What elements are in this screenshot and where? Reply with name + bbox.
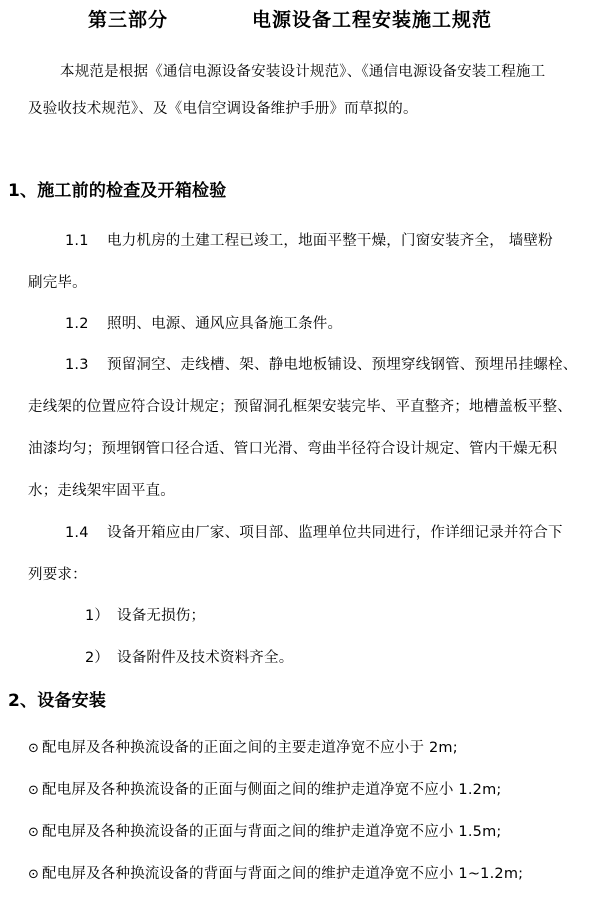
bullet-text: 配电屏及各种换流设备的背面与背面之间的维护走道净宽不应小 1~1.2m; (42, 866, 524, 882)
bullet-item-4 (28, 864, 523, 885)
subitem-text: 设备无损伤； (117, 608, 206, 624)
subitem-text: 设备附件及技术资料齐全。 (117, 650, 294, 666)
circle-bullet-icon: ⊙ (28, 867, 40, 882)
circle-bullet-icon: ⊙ (28, 741, 40, 756)
item-1-3-line-3: 油漆均匀；预埋钢管口径合适、管口光滑、弯曲半径符合设计规定、管内干燥无积 (28, 441, 558, 457)
intro-line-2: 及验收技术规范》、及《电信空调设备维护手册》而草拟的。 (28, 101, 418, 117)
item-1-3-line-4: 水；走线架牢固平直。 (28, 483, 175, 499)
item-1-3-line-2: 走线架的位置应符合设计规定；预留洞孔框架安装完毕、平直整齐；地槽盖板平整、 (28, 399, 572, 415)
bullet-item-2 (28, 780, 501, 801)
item-text: 照明、电源、通风应具备施工条件。 (107, 316, 343, 332)
section-1-heading: 1、施工前的检查及开箱检验 (8, 181, 227, 201)
circle-bullet-icon: ⊙ (28, 783, 40, 798)
item-number: 1.3 (65, 357, 89, 373)
page-title: 电源设备工程安装施工规范 (252, 9, 493, 31)
item-1-1-line-1 (65, 231, 553, 251)
section-2-heading: 2、设备安装 (8, 691, 107, 711)
item-1-4-line-1 (65, 523, 563, 543)
bullet-text: 配电屏及各种换流设备的正面与背面之间的维护走道净宽不应小 1.5m; (42, 824, 502, 840)
subitem-1 (85, 606, 205, 626)
bullet-text: 配电屏及各种换流设备的正面之间的主要走道净宽不应小于 2m; (42, 740, 458, 756)
item-number: 1.1 (65, 233, 89, 249)
subitem-number: 2） (85, 650, 110, 666)
item-1-3-line-1 (65, 355, 577, 375)
item-number: 1.4 (65, 525, 89, 541)
item-1-1-line-2: 刷完毕。 (28, 275, 87, 291)
item-number: 1.2 (65, 316, 89, 332)
bullet-item-1 (28, 738, 458, 759)
intro-line-1: 本规范是根据《通信电源设备安装设计规范》、《通信电源设备安装工程施工 (60, 64, 546, 80)
bullet-item-3 (28, 822, 501, 843)
circle-bullet-icon: ⊙ (28, 825, 40, 840)
subitem-number: 1） (85, 608, 110, 624)
item-1-2-line-1 (65, 314, 342, 334)
part-label: 第三部分 (88, 9, 169, 31)
item-1-4-line-2: 列要求： (28, 567, 87, 583)
item-text: 电力机房的土建工程已竣工，地面平整干燥，门窗安装齐全， 墙壁粉 (107, 233, 553, 249)
subitem-2 (85, 648, 293, 668)
item-text: 预留洞空、走线槽、架、静电地板铺设、预埋穿线钢管、预埋吊挂螺栓、 (107, 357, 578, 373)
item-text: 设备开箱应由厂家、项目部、监理单位共同进行，作详细记录并符合下 (107, 525, 563, 541)
bullet-text: 配电屏及各种换流设备的正面与侧面之间的维护走道净宽不应小 1.2m; (42, 782, 502, 798)
